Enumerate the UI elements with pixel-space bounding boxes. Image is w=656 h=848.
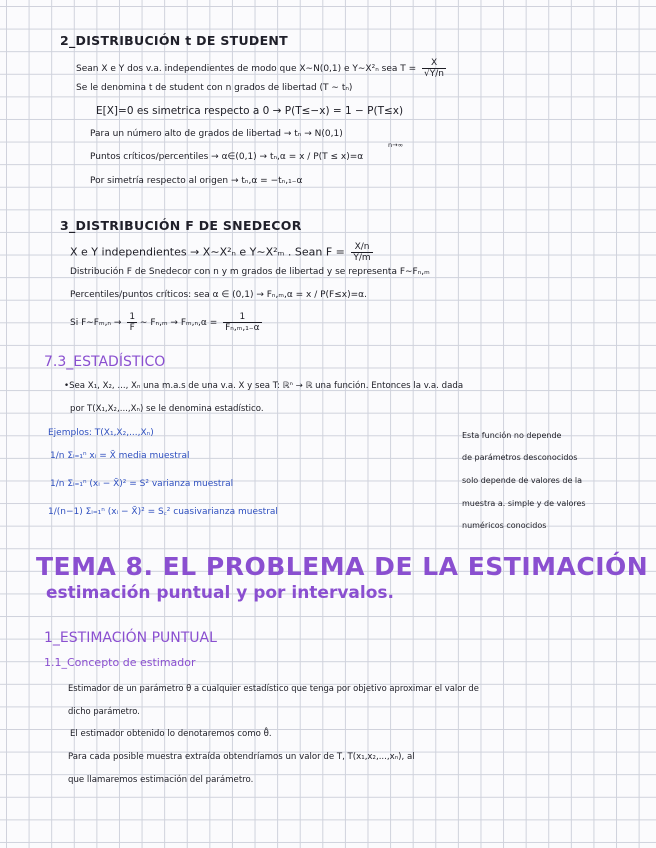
example-sample-variance: 1/n Σᵢ₌₁ⁿ (xᵢ − X̄)² = S² varianza muestral bbox=[50, 479, 234, 489]
inverse-f-denominator: F bbox=[129, 323, 135, 333]
section-3-line-1-text: X e Y independientes → X∼X²ₙ e Y∼X²ₘ . Sean F = bbox=[70, 245, 345, 259]
section-2-line-1-text: Sean X e Y dos v.a. independientes de modo que X∼N(0,1) e Y∼X²ₙ sea T = bbox=[76, 64, 417, 74]
estimate-definition-line-2: que llamaremos estimación del parámetro. bbox=[68, 775, 254, 785]
section-3-line-4 bbox=[70, 312, 262, 333]
critical-value-numerator: 1 bbox=[223, 312, 261, 323]
section-2-title: 2_DISTRIBUCIÓN t DE STUDENT bbox=[60, 33, 288, 48]
estimate-definition-line-1: Para cada posible muestra extraída obtendríamos un valor de T, T(x₁,x₂,...,xₙ), al bbox=[68, 752, 415, 762]
f-fraction-denominator: Y/m bbox=[353, 253, 371, 263]
tema-8-subtitle: estimación puntual y por intervalos. bbox=[46, 583, 394, 603]
note-line-5: numéricos conocidos bbox=[462, 521, 547, 530]
section-3-line-1 bbox=[70, 242, 373, 263]
note-line-1: Esta función no depende bbox=[462, 431, 562, 440]
note-line-2: de parámetros desconocidos bbox=[462, 453, 578, 462]
f-fraction bbox=[351, 242, 372, 263]
section-3-line-3: Percentiles/puntos críticos: sea α ∈ (0,1) → Fₙ,ₘ,α = x / P(F≤x)=α. bbox=[70, 290, 367, 300]
inverse-f-fraction bbox=[127, 312, 137, 333]
section-3-title: 3_DISTRIBUCIÓN F DE SNEDECOR bbox=[60, 218, 302, 233]
t-fraction bbox=[422, 58, 446, 79]
note-line-4: muestra a. simple y de valores bbox=[462, 499, 586, 508]
example-sample-quasivariance: 1/(n−1) Σᵢ₌₁ⁿ (xᵢ − X̄)² = S꜀² cuasivarianza muestral bbox=[48, 507, 278, 517]
critical-value-fraction bbox=[223, 312, 261, 333]
tema-8-title: TEMA 8. EL PROBLEMA DE LA ESTIMACIÓN bbox=[36, 552, 649, 581]
f-fraction-numerator: X/n bbox=[351, 242, 372, 253]
t-fraction-numerator: X bbox=[422, 58, 446, 69]
examples-label: Ejemplos: T(X₁,X₂,...,Xₙ) bbox=[48, 428, 154, 438]
note-line-3: solo depende de valores de la bbox=[462, 476, 583, 485]
estimator-definition-line-1: Estimador de un parámetro θ a cualquier estadístico que tenga por objetivo aproximar el valor de bbox=[68, 683, 479, 693]
section-2-line-6: Por simetría respecto al origen → tₙ,α = −tₙ,₁₋α bbox=[90, 176, 303, 186]
estimator-notation: El estimador obtenido lo denotaremos como θ̂. bbox=[70, 729, 272, 739]
section-2-line-4-limit: n→∞ bbox=[388, 141, 403, 149]
section-3-line-4-middle: ∼ Fₙ,ₘ → Fₘ,ₙ,α = bbox=[139, 318, 218, 328]
section-2-line-4: Para un número alto de grados de libertad → tₙ → N(0,1) bbox=[90, 129, 343, 139]
section-2-line-1 bbox=[76, 58, 446, 79]
estimator-definition-line-2: dicho parámetro. bbox=[68, 706, 140, 716]
section-2-line-5: Puntos críticos/percentiles → α∈(0,1) → tₙ,α = x / P(T ≤ x)=α bbox=[90, 152, 364, 162]
section-3-line-4-text: Si F∼Fₘ,ₙ → bbox=[70, 318, 122, 328]
section-1-1-title: 1.1_Concepto de estimador bbox=[44, 656, 196, 669]
section-7-3-title: 7.3_ESTADÍSTICO bbox=[44, 354, 166, 370]
section-2-line-2: Se le denomina t de student con n grados de libertad (T ∼ tₙ) bbox=[76, 83, 353, 93]
example-sample-mean: 1/n Σᵢ₌₁ⁿ xᵢ = X̄ media muestral bbox=[50, 451, 190, 461]
section-1-title: 1_ESTIMACIÓN PUNTUAL bbox=[44, 630, 217, 646]
section-7-3-line-1: •Sea X₁, X₂, ..., Xₙ una m.a.s de una v.a. X y sea T: ℝⁿ → ℝ una función. Entonces la v.a. dada bbox=[64, 381, 464, 391]
section-2-line-3: E[X]=0 es simetrica respecto a 0 → P(T≤−x) = 1 − P(T≤x) bbox=[96, 105, 404, 117]
critical-value-denominator: Fₙ,ₘ,₁₋α bbox=[225, 323, 260, 333]
inverse-f-numerator: 1 bbox=[129, 312, 136, 322]
section-3-line-2: Distribución F de Snedecor con n y m grados de libertad y se representa F∼Fₙ,ₘ bbox=[70, 267, 430, 277]
t-fraction-denominator: √Y/n bbox=[424, 69, 445, 79]
section-7-3-line-2: por T(X₁,X₂,...,Xₙ) se le denomina estadístico. bbox=[70, 404, 264, 414]
